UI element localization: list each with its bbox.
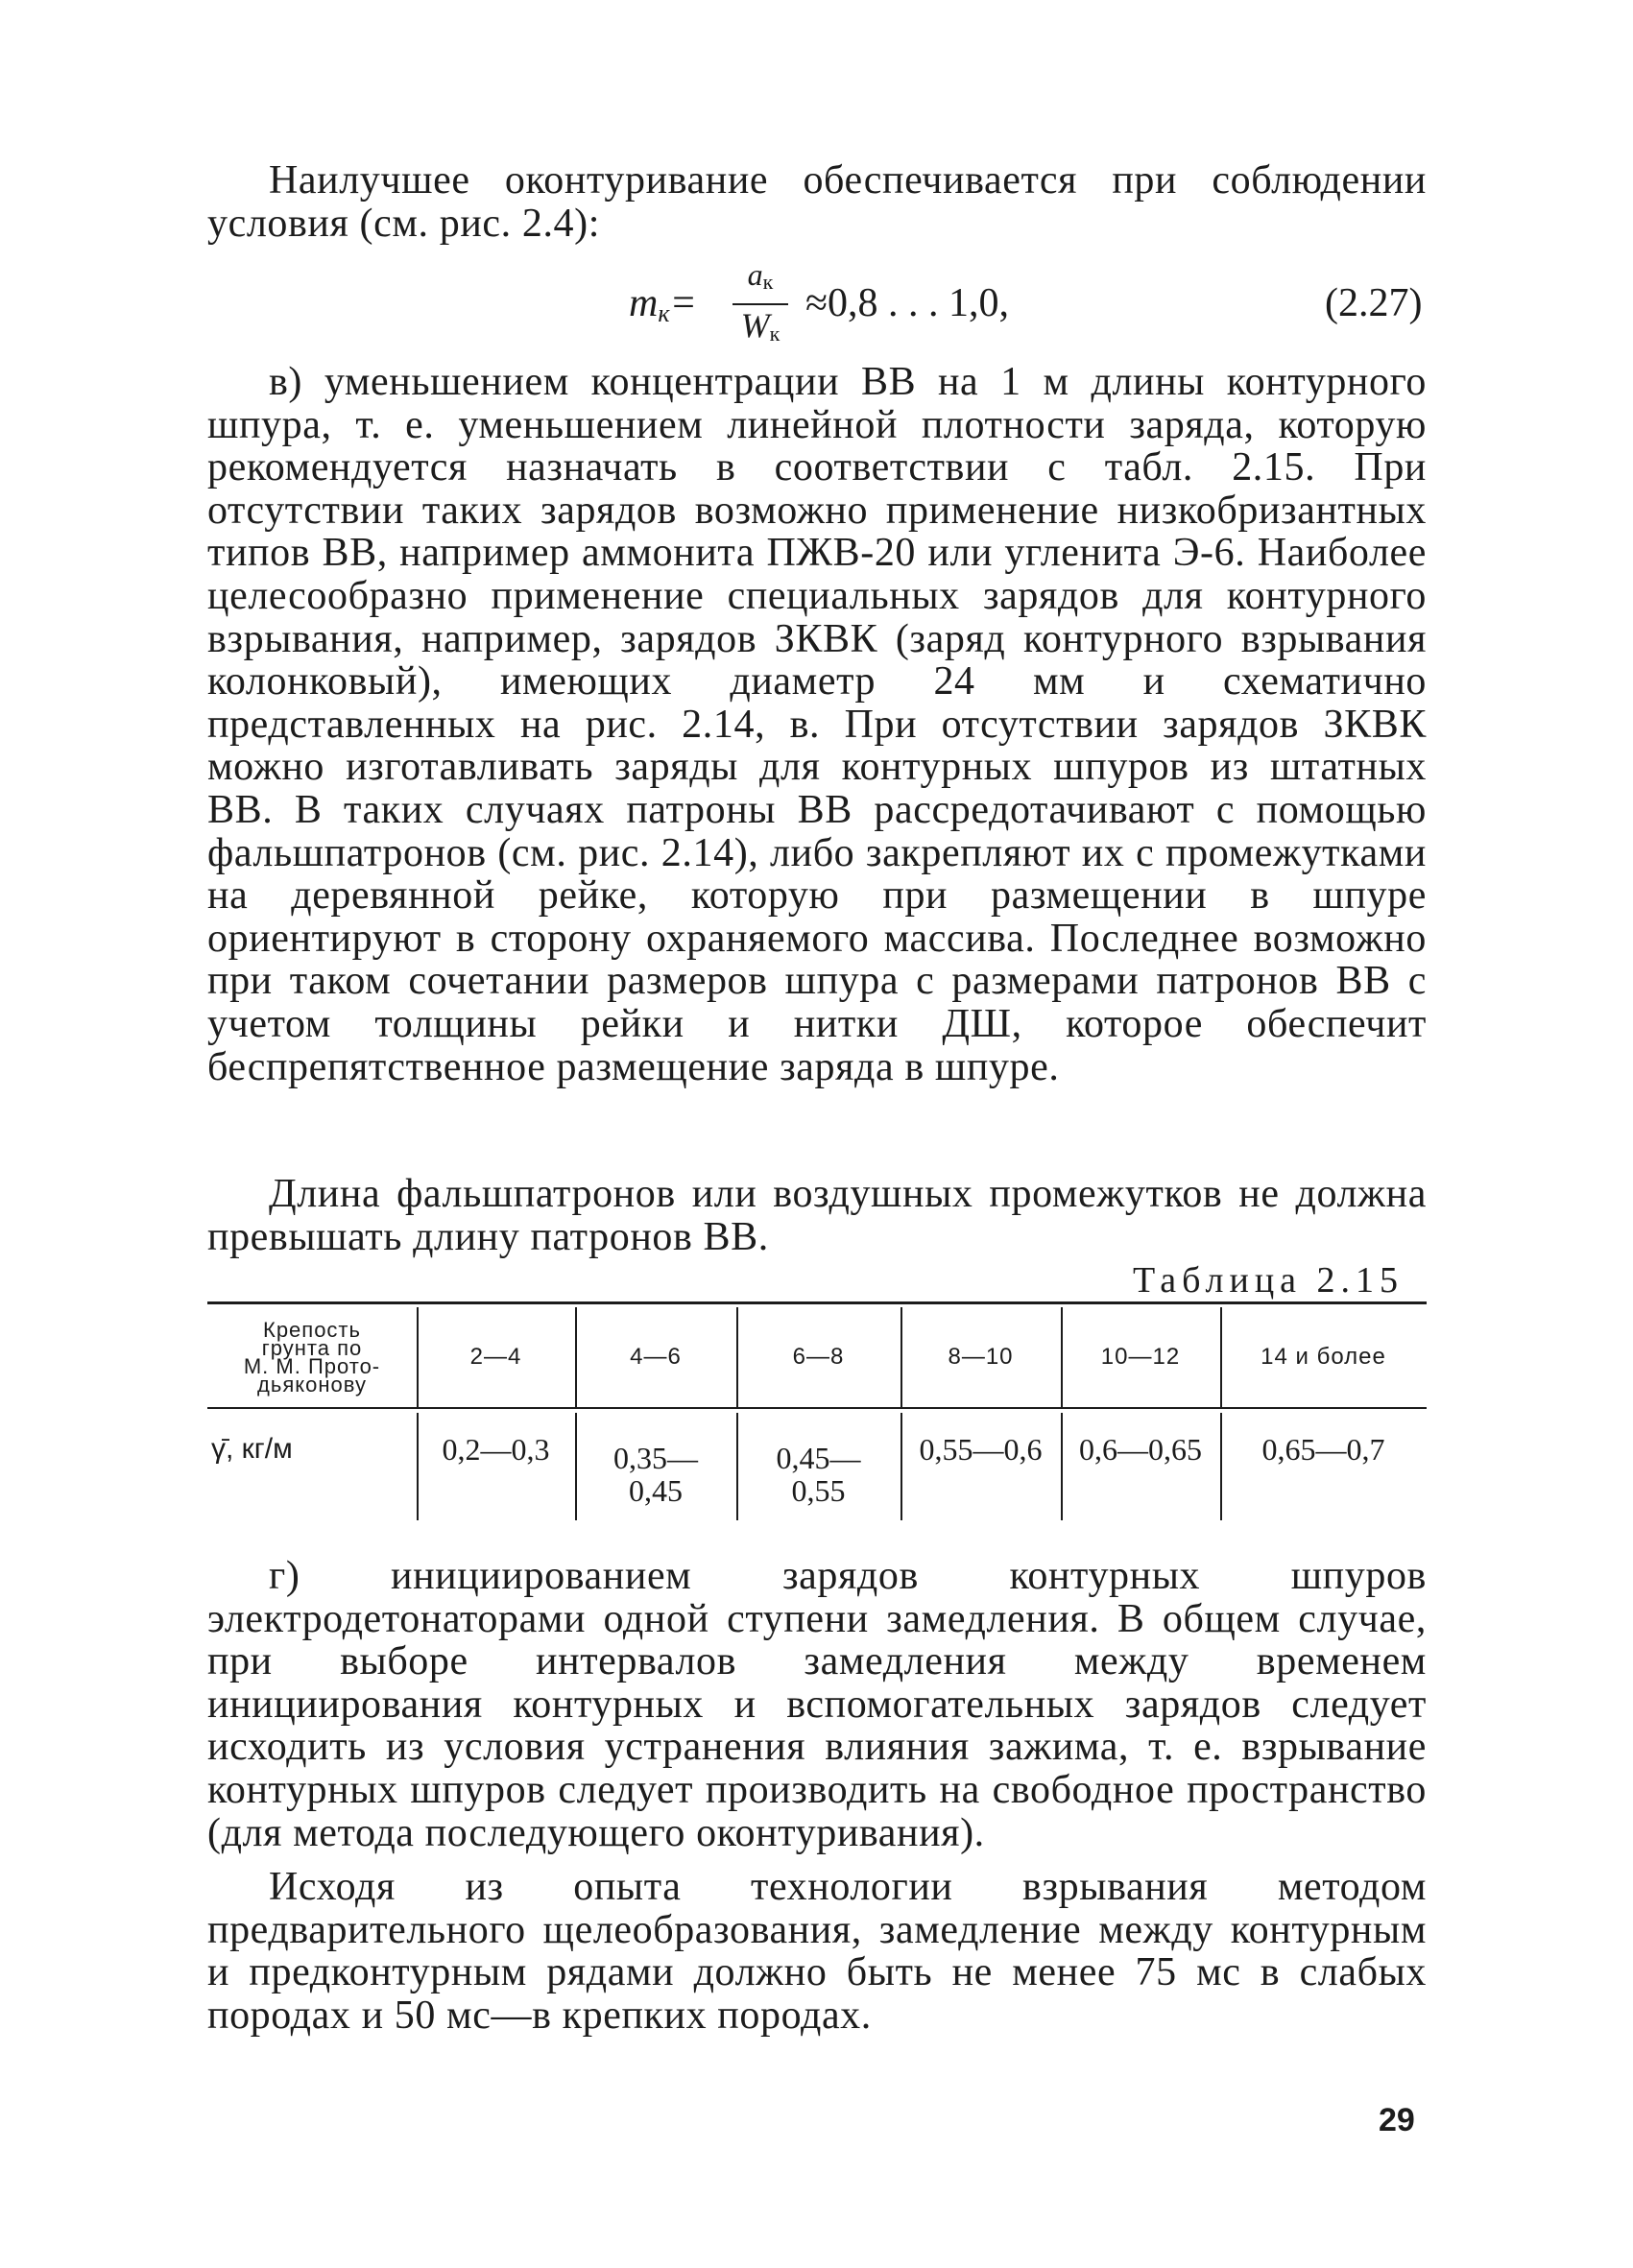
table-value-cell: 0,35— 0,45 (613, 1441, 698, 1508)
paragraph-g: г) инициированием зарядов контурных шпуров электродетонаторами одной ступени замедления. В общем случае, при выборе интервалов замедления между временем инициирования контурных и вспомогательных зарядов следует исходить из условия устранения влияния зажима, т. е. взрывание контурных шпуров следует производить на свободное пространство (для метода последующего оконтуривания). (207, 1554, 1427, 1855)
paragraph-experience: Исходя из опыта технологии взрывания методом предварительного щелеобразования, замедление между контурным и предконтурным рядами должно быть не менее 75 мс в слабых породах и 50 мс—в крепких породах. (207, 1865, 1427, 2038)
table-caption: Таблица 2.15 (1133, 1260, 1405, 1301)
formula-numerator: $a_к$ (747, 257, 774, 294)
equation-number: (2.27) (1325, 281, 1423, 325)
formula-denominator: $W_к$ (740, 306, 780, 346)
table-2-15 (207, 1301, 1427, 1526)
table-top-rule (207, 1301, 1427, 1304)
paragraph-length: Длина фальшпатронов или воздушных промежутков не должна превышать длину патронов ВВ. (207, 1172, 1427, 1259)
table-value-cell: 0,2—0,3 (442, 1432, 550, 1467)
table-header-cell: 6—8 (792, 1344, 845, 1370)
table-header-cell: 2—4 (469, 1344, 522, 1370)
intro-paragraph: Наилучшее оконтуривание обеспечивается при соблюдении условия (см. рис. 2.4): (207, 158, 1427, 246)
table-header-strength: Крепость грунта по М. М. Прото- дьяконову (243, 1318, 381, 1397)
table-row-label: γ̄, кг/м (211, 1433, 293, 1465)
fraction-bar (732, 303, 788, 305)
table-value-cell: 0,6—0,65 (1079, 1432, 1202, 1467)
table-header-cell: 14 и более (1261, 1344, 1386, 1370)
paragraph-v: в) уменьшением концентрации ВВ на 1 м длины контурного шпура, т. е. уменьшением линейной плотности заряда, которую рекомендуется назначать в соответствии с табл. 2.15. При отсутствии таких зарядов возможно применение низкобризантных типов ВВ, например аммонита ПЖВ-20 или угленита Э-6. Наиболее целесообразно применение специальных зарядов для контурного взрывания, например, зарядов ЗКВК (заряд контурного взрывания колонковый), имеющих диаметр 24 мм и схематично представленных на рис. 2.14, в. При отсутствии зарядов ЗКВК можно изготавливать заряды для контурных шпуров из штатных ВВ. В таких случаях патроны ВВ рассредотачивают с помощью фальшпатронов (см. рис. 2.14), либо закрепляют их с промежутками на деревянной рейке, которую при размещении в шпуре ориентируют в сторону охраняемого массива. Последнее возможно при таком сочетании размеров шпура с размерами патронов ВВ с учетом толщины рейки и нитки ДШ, которое обеспечит беспрепятственное размещение заряда в шпуре. (207, 360, 1427, 1089)
formula-rhs: ≈0,8 . . . 1,0, (805, 281, 1010, 325)
table-value-cell: 0,55—0,6 (919, 1432, 1043, 1467)
formula-fraction (732, 257, 788, 352)
formula-lhs: $m_к=$ (629, 281, 697, 327)
table-header-cell: 8—10 (948, 1344, 1014, 1370)
table-header-cell: 4—6 (630, 1344, 682, 1370)
table-header-cell: 10—12 (1100, 1344, 1181, 1370)
table-header-rule (207, 1407, 1427, 1409)
table-value-cell: 0,45— 0,55 (776, 1441, 861, 1508)
page-number: 29 (1379, 2102, 1415, 2138)
table-value-cell: 0,65—0,7 (1261, 1432, 1385, 1467)
